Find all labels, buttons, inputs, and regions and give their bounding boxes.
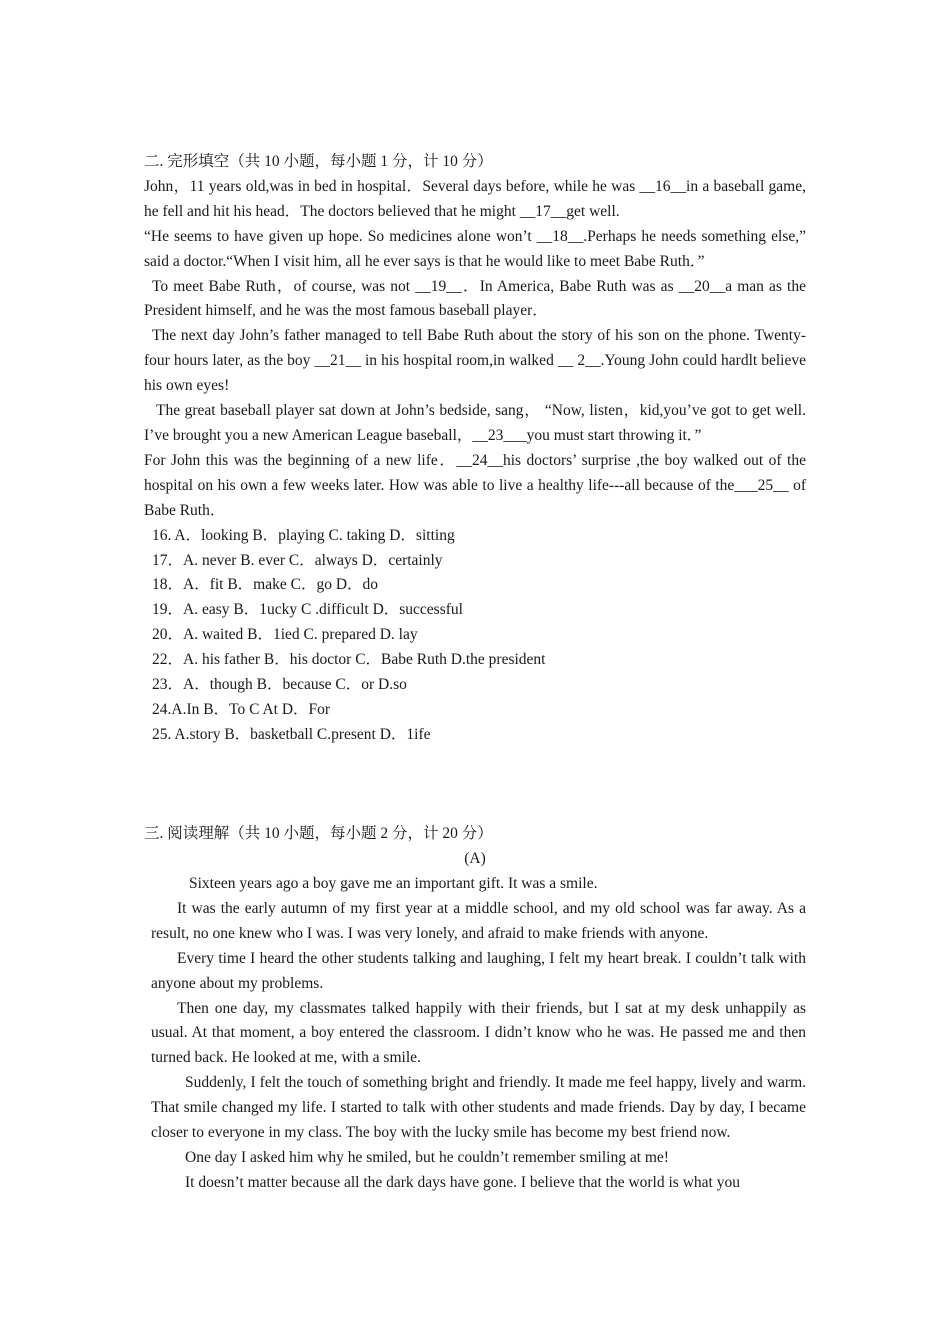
reading-paragraph: Then one day, my classmates talked happily with their friends, but I sat at my desk unhappily as usual. At that moment, a boy entered the classroom. I didn’t know who he was. He passed me and then turned back. He looked at me, with a smile. <box>151 999 806 1067</box>
question-options: 25. A.story B．basketball C.present D．1ife <box>152 725 431 743</box>
reading-passage <box>151 872 806 1196</box>
reading-paragraph: Sixteen years ago a boy gave me an important gift. It was a smile. <box>189 875 598 892</box>
question-options: 18．A．fit B．make C．go D．do <box>152 576 379 594</box>
reading-header <box>144 822 806 872</box>
reading-heading: 三. 阅读理解（共 10 小题，每小题 2 分，计 20 分） <box>144 825 493 842</box>
cloze-paragraph: John，11 years old,was in bed in hospital．Several days before, while he was __16__in a baseball game, he fell and hit his head．The doctors believed that he might __17__get well. <box>144 177 806 220</box>
reading-paragraph: One day I asked him why he smiled, but he couldn’t remember smiling at me! <box>185 1148 669 1166</box>
reading-paragraph: Every time I heard the other students talking and laughing, I felt my heart break. I couldn’t talk with anyone about my problems. <box>151 949 806 992</box>
reading-paragraph: It doesn’t matter because all the dark days have gone. I believe that the world is what you <box>185 1173 740 1191</box>
question-options: 20．A. waited B．1ied C. prepared D. lay <box>152 626 418 644</box>
reading-paragraph: Suddenly, I felt the touch of something bright and friendly. It made me feel happy, lively and warm. That smile changed my life. I started to talk with other students and made friends. Day by day, I became closer to everyone in my class. The boy with the lucky smile has become my best friend now. <box>151 1074 806 1142</box>
question-options: 19．A. easy B．1ucky C .difficult D．successful <box>152 601 463 619</box>
question-options: 23．A．though B．because C．or D.so <box>152 676 407 694</box>
cloze-heading: 二. 完形填空（共 10 小题，每小题 1 分，计 10 分） <box>144 153 493 170</box>
question-options: 16. A．looking B．playing C. taking D．sitting <box>152 526 455 544</box>
cloze-paragraph: For John this was the beginning of a new life．__24__his doctors’ surprise ,the boy walked out of the hospital on his own a few weeks later. How was able to live a healthy life---all because of the___25__ of Babe Ruth． <box>144 451 806 519</box>
cloze-section <box>144 150 806 748</box>
cloze-paragraph: The next day John’s father managed to tell Babe Ruth about the story of his son on the phone. Twenty-four hours later, as the boy __21__ in his hospital room,in walked __ 2__.Young John could hardlt believe his own eyes! <box>144 327 806 395</box>
cloze-paragraph: “He seems to have given up hope. So medicines alone won’t __18__.Perhaps he needs something else,” said a doctor.“When I visit him, all he ever says is that he would like to meet Babe Ruth．” <box>144 227 806 270</box>
question-options: 22．A. his father B．his doctor C．Babe Ruth D.the president <box>152 651 546 669</box>
cloze-paragraph: To meet Babe Ruth，of course, was not __19__．In America, Babe Ruth was as __20__a man as the President himself, and he was the most famous baseball player． <box>144 277 806 320</box>
reading-paragraph: It was the early autumn of my first year at a middle school, and my old school was far away. As a result, no one knew who I was. I was very lonely, and afraid to make friends with anyone. <box>151 899 806 942</box>
question-options: 17．A. never B. ever C．always D．certainly <box>152 551 443 569</box>
cloze-paragraph: The great baseball player sat down at John’s bedside, sang， “Now, listen，kid,you’ve got to get well. I’ve brought you a new American League baseball，__23___you must start throwing it．” <box>144 402 806 444</box>
passage-label: (A) <box>464 849 486 867</box>
question-options: 24.A.In B．To C At D．For <box>152 700 331 718</box>
